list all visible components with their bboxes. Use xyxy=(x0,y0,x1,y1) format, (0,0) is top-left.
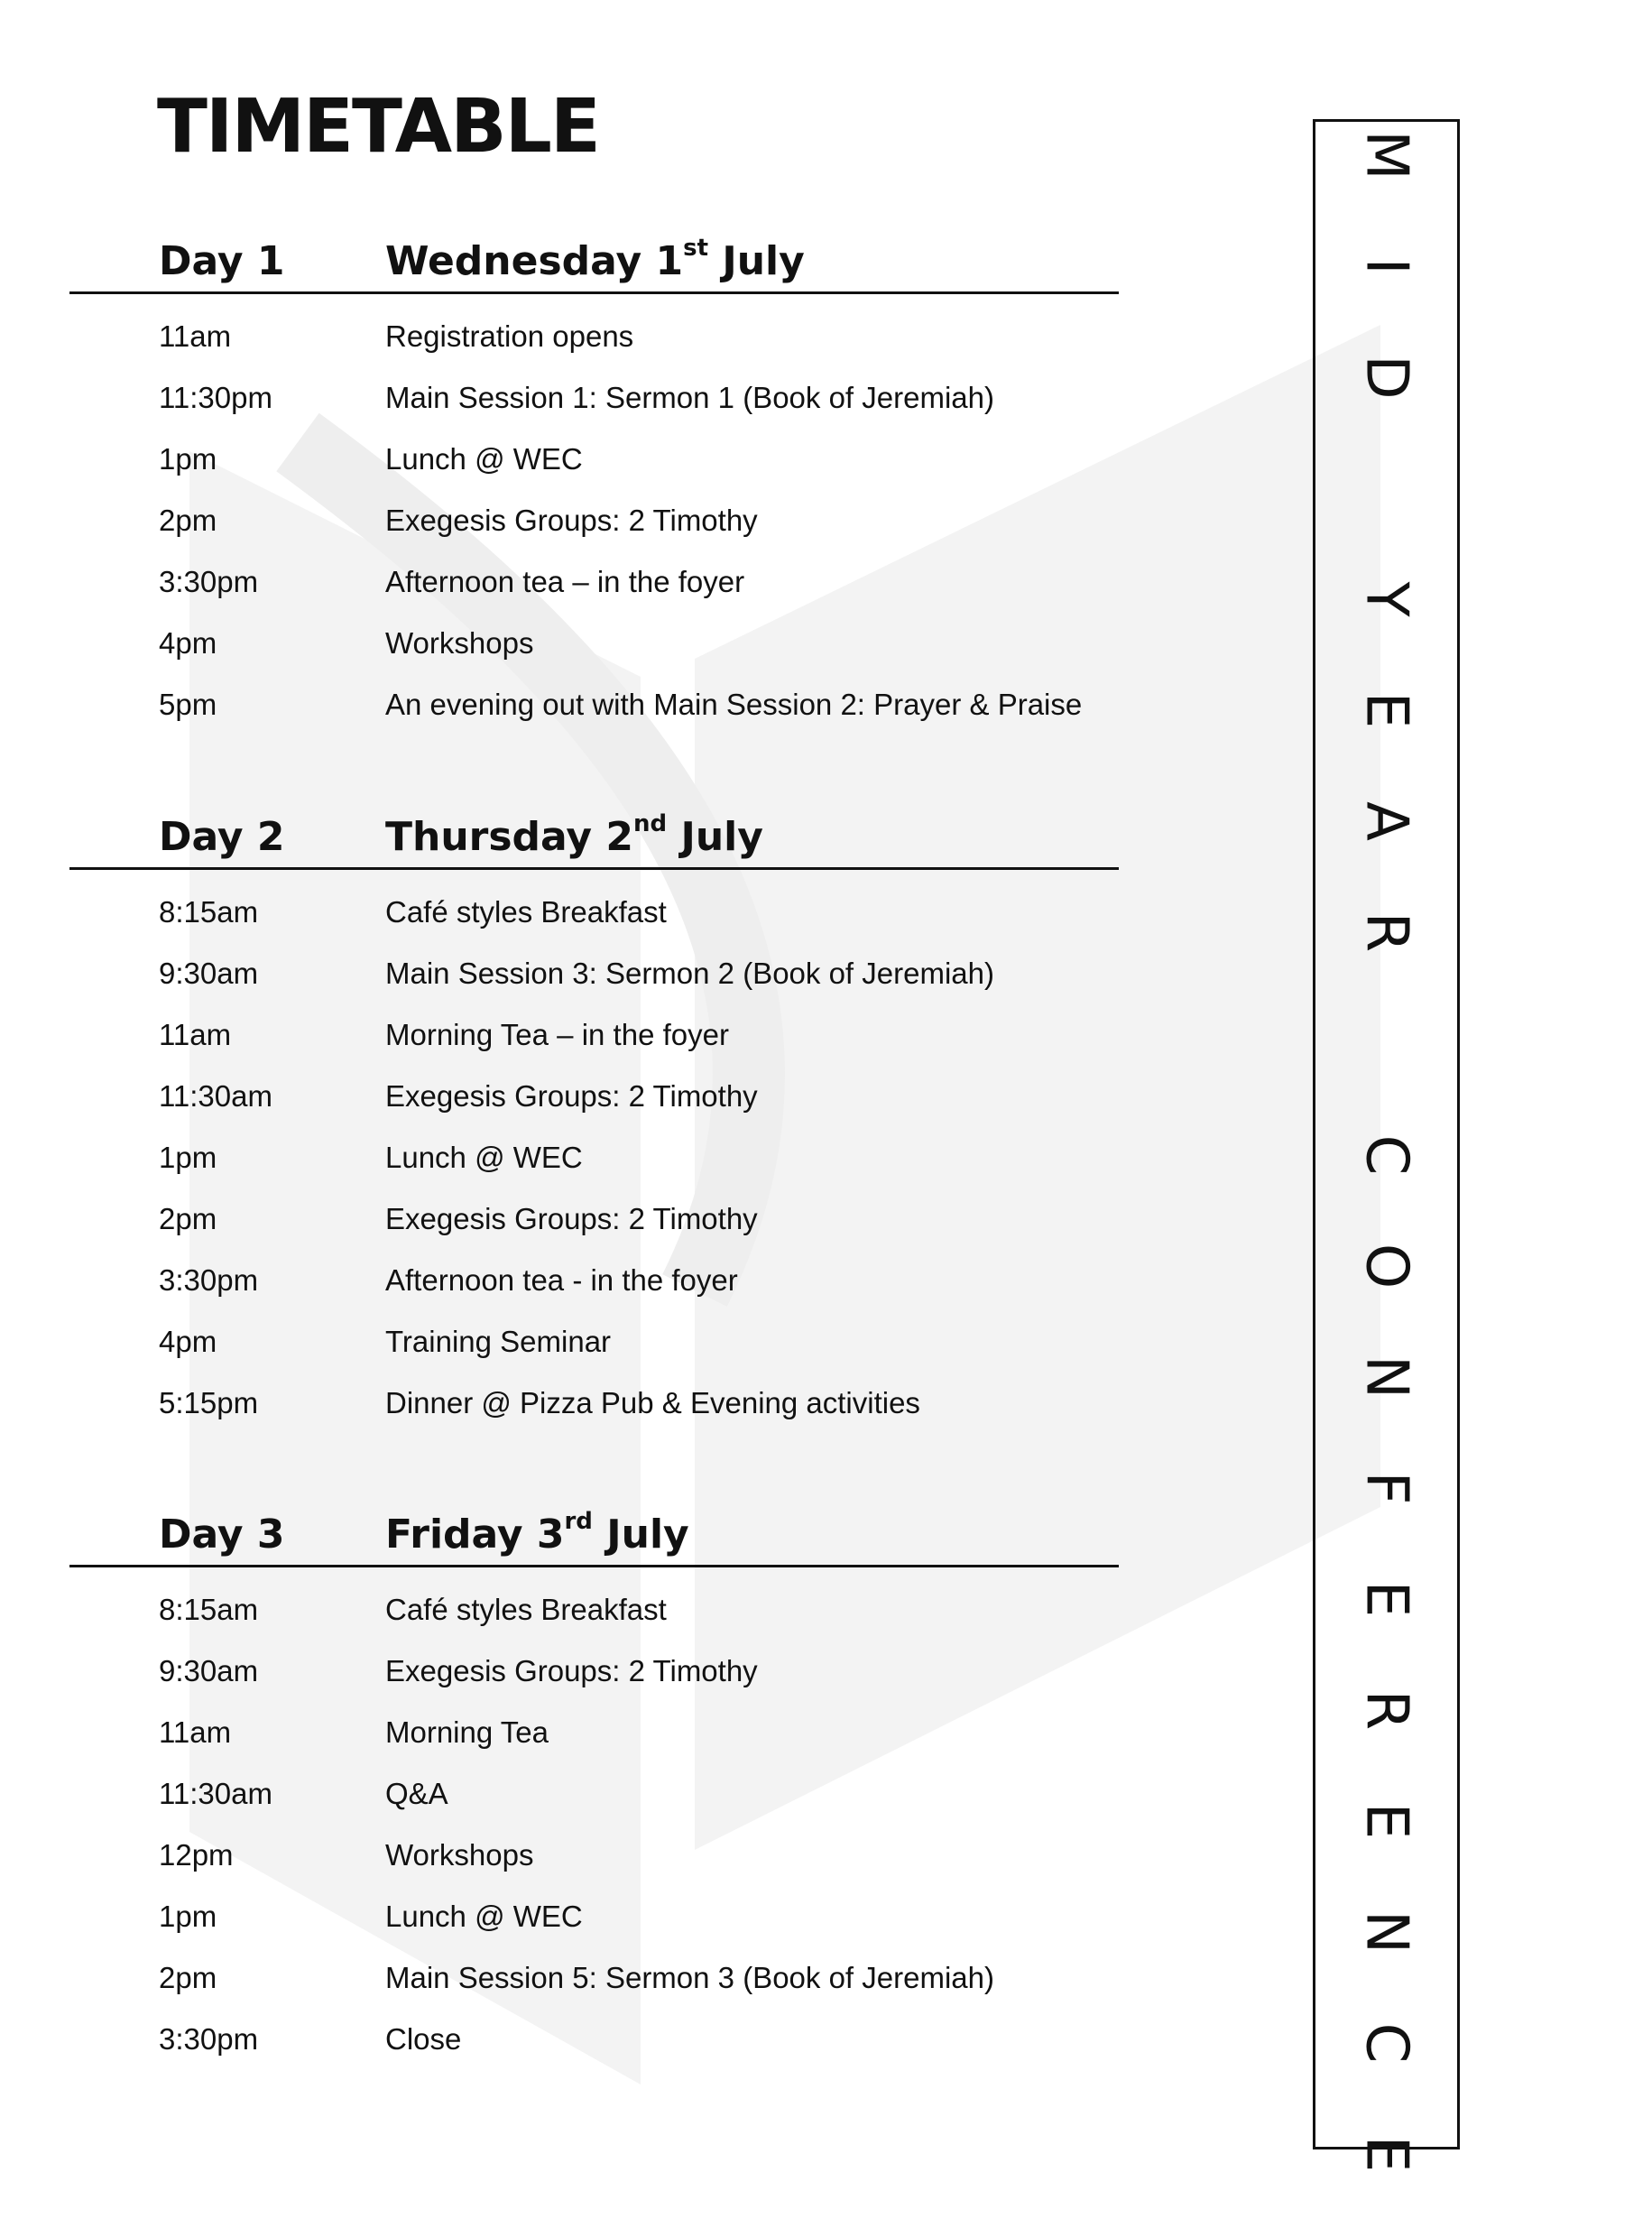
banner-letter: C xyxy=(1352,1134,1420,1176)
banner-letter: Y xyxy=(1352,581,1420,617)
day-weekday: Wednesday 1 xyxy=(385,238,684,284)
schedule-row xyxy=(0,1197,1119,1258)
banner-letter: N xyxy=(1352,1355,1420,1399)
time-cell: 3:30pm xyxy=(159,2022,259,2056)
time-cell: 2pm xyxy=(159,504,217,537)
page-title: TIMETABLE xyxy=(157,84,599,170)
event-cell: Exegesis Groups: 2 Timothy xyxy=(385,1202,758,1235)
time-cell: 2pm xyxy=(159,1202,217,1235)
event-cell: Close xyxy=(385,2022,462,2056)
time-cell: 8:15am xyxy=(159,895,259,929)
banner-letter: E xyxy=(1352,2135,1420,2173)
day-section xyxy=(0,1510,1119,2078)
time-cell: 11:30am xyxy=(159,1079,272,1113)
event-cell: Training Seminar xyxy=(385,1325,612,1358)
schedule-row xyxy=(0,437,1119,498)
schedule-row xyxy=(0,375,1119,437)
day-section xyxy=(0,812,1119,1442)
time-cell: 11am xyxy=(159,1018,232,1051)
schedule-row xyxy=(0,1074,1119,1135)
time-cell: 12pm xyxy=(159,1838,234,1872)
time-cell: 9:30am xyxy=(159,957,259,990)
day-month: July xyxy=(680,814,763,860)
event-cell: Main Session 3: Sermon 2 (Book of Jeremiah) xyxy=(385,957,994,990)
time-cell: 11am xyxy=(159,1715,232,1749)
day-ordinal: rd xyxy=(564,1508,593,1536)
event-cell: Lunch @ WEC xyxy=(385,1141,583,1174)
schedule-row xyxy=(0,951,1119,1012)
day-month: July xyxy=(722,238,805,284)
day-header xyxy=(0,812,1119,870)
time-cell: 5pm xyxy=(159,688,217,721)
banner-letter: A xyxy=(1352,801,1420,841)
event-cell: An evening out with Main Session 2: Prayer & Praise xyxy=(385,688,1083,721)
day-weekday: Friday 3 xyxy=(385,1512,565,1558)
time-cell: 11:30pm xyxy=(159,381,272,414)
banner-letter: E xyxy=(1352,1802,1420,1840)
time-cell: 11am xyxy=(159,319,232,353)
time-cell: 2pm xyxy=(159,1961,217,1994)
schedule-row xyxy=(0,1587,1119,1649)
event-cell: Afternoon tea – in the foyer xyxy=(385,565,745,598)
schedule-row xyxy=(0,1258,1119,1319)
day-date xyxy=(385,810,763,860)
event-cell: Morning Tea – in the foyer xyxy=(385,1018,729,1051)
schedule-row xyxy=(0,1012,1119,1074)
banner-letter: I xyxy=(1352,257,1420,275)
banner-letter: N xyxy=(1352,1910,1420,1954)
day-month: July xyxy=(606,1512,689,1558)
section-divider xyxy=(69,291,1119,294)
schedule-row xyxy=(0,559,1119,621)
time-cell: 9:30am xyxy=(159,1654,259,1687)
time-cell: 1pm xyxy=(159,442,217,476)
schedule-row xyxy=(0,1319,1119,1381)
schedule-row xyxy=(0,1833,1119,1894)
event-cell: Q&A xyxy=(385,1777,448,1810)
banner-letter: D xyxy=(1352,355,1420,400)
event-cell: Exegesis Groups: 2 Timothy xyxy=(385,1654,758,1687)
day-date xyxy=(385,235,805,284)
day-header xyxy=(0,1510,1119,1567)
schedule-row xyxy=(0,314,1119,375)
event-cell: Main Session 5: Sermon 3 (Book of Jeremiah) xyxy=(385,1961,994,1994)
time-cell: 5:15pm xyxy=(159,1386,259,1419)
day-label: Day 1 xyxy=(159,238,285,284)
day-ordinal: nd xyxy=(633,810,668,838)
time-cell: 1pm xyxy=(159,1141,217,1174)
event-cell: Morning Tea xyxy=(385,1715,549,1749)
banner-letter: E xyxy=(1352,1580,1420,1618)
conference-title-banner xyxy=(1313,119,1460,2173)
day-label: Day 3 xyxy=(159,1512,285,1558)
event-cell: Café styles Breakfast xyxy=(385,895,667,929)
banner-letter: E xyxy=(1352,691,1420,729)
time-cell: 8:15am xyxy=(159,1593,259,1626)
event-cell: Café styles Breakfast xyxy=(385,1593,667,1626)
event-cell: Lunch @ WEC xyxy=(385,1900,583,1933)
time-cell: 4pm xyxy=(159,626,217,660)
schedule-list xyxy=(0,870,1119,1442)
event-cell: Workshops xyxy=(385,1838,534,1872)
event-cell: Exegesis Groups: 2 Timothy xyxy=(385,1079,758,1113)
event-cell: Workshops xyxy=(385,626,534,660)
schedule-row xyxy=(0,1135,1119,1197)
day-label: Day 2 xyxy=(159,814,285,860)
schedule-row xyxy=(0,1894,1119,1955)
day-date xyxy=(385,1508,689,1558)
banner-letter: M xyxy=(1352,130,1420,180)
schedule-row xyxy=(0,1381,1119,1442)
banner-letter: R xyxy=(1352,911,1420,953)
time-cell: 11:30am xyxy=(159,1777,272,1810)
event-cell: Main Session 1: Sermon 1 (Book of Jeremiah) xyxy=(385,381,994,414)
banner-letter: R xyxy=(1352,1689,1420,1731)
schedule-row xyxy=(0,1710,1119,1771)
banner-letter: F xyxy=(1352,1471,1420,1505)
event-cell: Lunch @ WEC xyxy=(385,442,583,476)
banner-letter: C xyxy=(1352,2022,1420,2064)
day-header xyxy=(0,236,1119,294)
day-weekday: Thursday 2 xyxy=(385,814,633,860)
schedule-row xyxy=(0,1955,1119,2017)
time-cell: 4pm xyxy=(159,1325,217,1358)
schedule-list xyxy=(0,294,1119,744)
day-ordinal: st xyxy=(683,235,709,263)
event-cell: Exegesis Groups: 2 Timothy xyxy=(385,504,758,537)
schedule-row xyxy=(0,2017,1119,2078)
schedule-row xyxy=(0,682,1119,744)
day-section xyxy=(0,236,1119,744)
schedule-list xyxy=(0,1567,1119,2078)
schedule-row xyxy=(0,621,1119,682)
event-cell: Dinner @ Pizza Pub & Evening activities xyxy=(385,1386,920,1419)
banner-letter: O xyxy=(1352,1243,1420,1290)
section-divider xyxy=(69,867,1119,870)
section-divider xyxy=(69,1565,1119,1567)
time-cell: 3:30pm xyxy=(159,565,259,598)
schedule-row xyxy=(0,1771,1119,1833)
schedule-row xyxy=(0,890,1119,951)
schedule-row xyxy=(0,1649,1119,1710)
time-cell: 1pm xyxy=(159,1900,217,1933)
time-cell: 3:30pm xyxy=(159,1263,259,1297)
schedule-row xyxy=(0,498,1119,559)
event-cell: Afternoon tea - in the foyer xyxy=(385,1263,738,1297)
event-cell: Registration opens xyxy=(385,319,634,353)
